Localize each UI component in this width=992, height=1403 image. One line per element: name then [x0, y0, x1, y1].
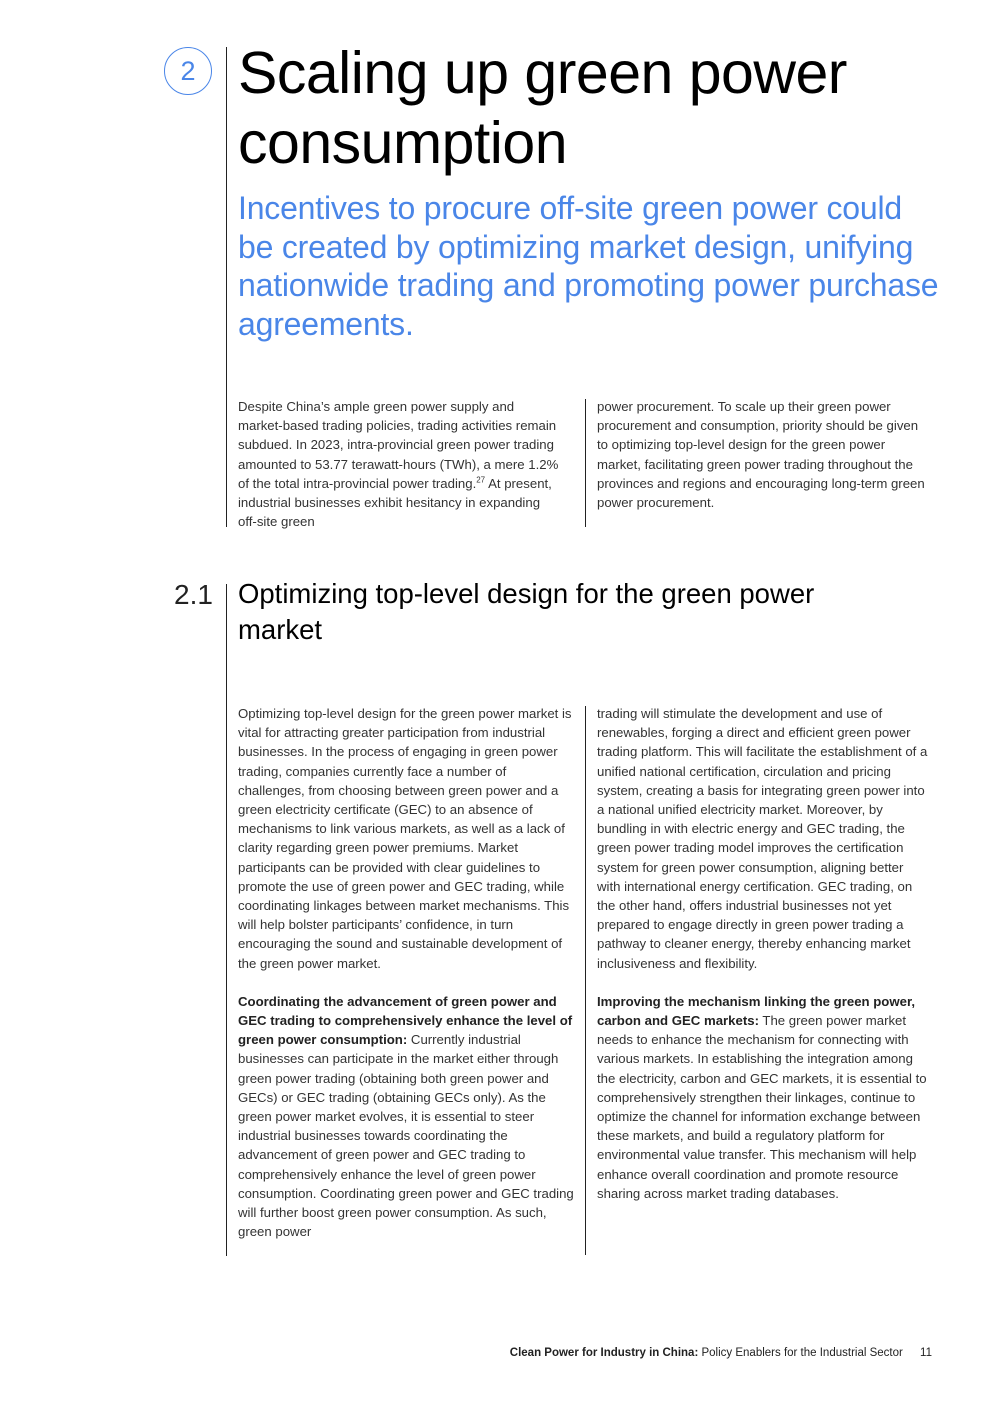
intro-paragraph-cont: power procurement. To scale up their green power procurement and consumption, priority should be given to optimizing top-level design for the green power market, facilitating green power trading throughout the provinces and regions and encouraging long-term green power procurement.: [597, 399, 925, 511]
publication-title: Clean Power for Industry in China:: [509, 1347, 699, 1359]
section-title: Optimizing top-level design for the green power market: [238, 578, 815, 645]
section-column-left: [238, 704, 576, 1241]
intro-column-left: [238, 397, 560, 531]
section-column-divider: [585, 706, 586, 1255]
section-paragraph: trading will stimulate the development and use of renewables, forging a direct and efficient green power trading platform. This will facilitate the establishment of a unified national certification, circulation and pricing system, creating a basis for integrating green power into a national unified electricity market. Moreover, by bundling in with electric energy and GEC trading, the green power trading model improves the certification system for green power consumption, aligning better with international energy certification. GEC trading, on the other hand, offers industrial businesses not yet prepared to engage directly in green power trading a pathway to cleaner energy, thereby enhancing market inclusiveness and flexibility.: [597, 706, 928, 971]
chapter-title: Scaling up green power consumption: [238, 40, 847, 176]
section-paragraph: Coordinating the advancement of green power and GEC trading to comprehensively enhance the level of green power consumption: Currently industrial businesses can participate in the market either through green power trading (obtaining both green power and GECs) or GEC trading (obtaining GECs only). As the green power market evolves, it is essential to steer industrial businesses towards coordinating the advancement of green power and GEC trading to comprehensively enhance the level of green power consumption. Coordinating green power and GEC trading will further boost green power consumption. As such, green power: [238, 993, 574, 1240]
section-divider: [226, 584, 227, 1256]
chapter-number-badge: [164, 47, 212, 95]
section-column-right: [597, 704, 929, 1203]
paragraph-heading: Coordinating the advancement of green power and GEC trading to comprehensively enhance the level of green power consumption:: [238, 993, 573, 1048]
page-number: 11: [920, 1347, 932, 1359]
chapter-divider: [226, 47, 227, 527]
paragraph-heading: Improving the mechanism linking the green power, carbon and GEC markets:: [597, 993, 916, 1029]
section-paragraph: Optimizing top-level design for the green power market is vital for attracting greater participation from industrial businesses. In the process of engaging in green power trading, companies currently face a number of challenges, from choosing between green power and a green electricity certificate (GEC) to an absence of mechanisms to link various markets, as well as a lack of clarity regarding green power premiums. Market participants can be provided with clear guidelines to promote the use of green power and GEC trading, while coordinating linkages between market mechanisms. This will help bolster participants’ confidence, in turn encouraging the sound and sustainable development of the green power market.: [238, 706, 572, 971]
footnote-reference: 27: [476, 475, 486, 485]
chapter-number: 2: [180, 55, 196, 86]
intro-column-right: [597, 397, 927, 512]
intro-paragraph: Despite China’s ample green power supply and market-based trading policies, trading activities remain subdued. In 2023, intra-provincial green power trading amounted to 53.77 terawatt-hours (TWh), a mere 1.2% of the total intra-provincial power trading.$^{27}$ At present, industrial businesses exhibit hesitancy in expanding off-site green: [238, 399, 559, 530]
section-paragraph: Improving the mechanism linking the green power, carbon and GEC markets: The green power market needs to enhance the mechanism for connecting with various markets. In establishing the integration among the electricity, carbon and GEC markets, it is essential to comprehensively strengthen their linkages, continue to optimize the channel for information exchange between these markets, and build a regulatory platform for environmental value transfer. This mechanism will help enhance overall coordination and promote resource sharing across market trading databases.: [597, 993, 927, 1201]
page-footer: [510, 1347, 932, 1359]
intro-column-divider: [585, 399, 586, 527]
chapter-subtitle: Incentives to procure off-site green power could be created by optimizing market design, unifying nationwide trading and promoting power purchase agreements.: [238, 190, 939, 342]
section-number: 2.1: [174, 579, 213, 610]
publication-subtitle: Policy Enablers for the Industrial Sector: [701, 1347, 903, 1359]
